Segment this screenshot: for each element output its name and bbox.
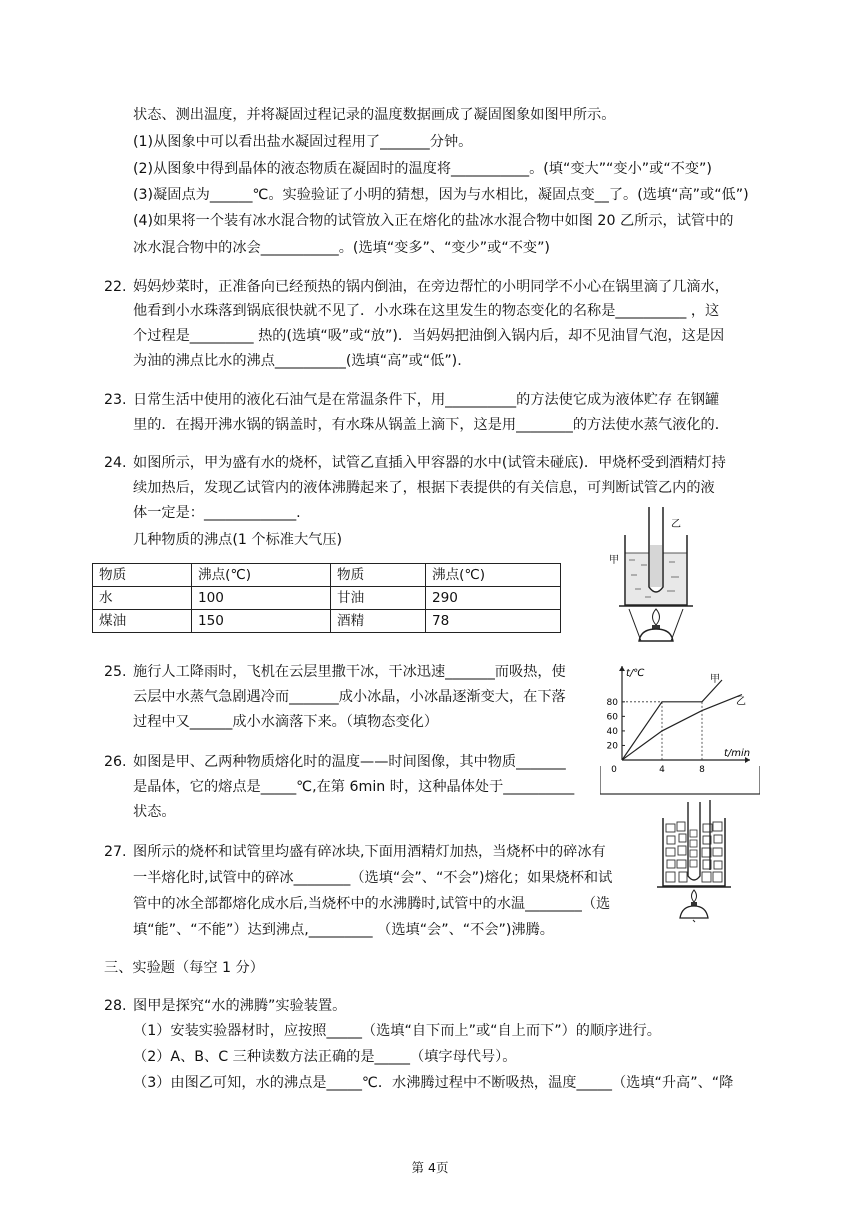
series-label: 甲	[710, 674, 720, 685]
y-tick-label: 60	[606, 712, 618, 723]
series-label: 乙	[736, 696, 746, 708]
q27-line-4: 填“能”、“不能”）达到沸点,_________ （选填“会”、“不会”)沸腾。	[133, 922, 554, 938]
table-cell: 煤油	[93, 610, 192, 633]
q26-line-2: 是晶体，它的熔点是_____℃,在第 6min 时，这种晶体处于__________	[133, 779, 575, 795]
melting-temperature-chart	[600, 660, 760, 795]
test-tube-label: 乙	[671, 519, 681, 530]
q27-line-2: 一半熔化时,试管中的碎冰________（选填“会”、“不会”)熔化；如果烧杯和试	[133, 870, 613, 886]
table-cell: 酒精	[331, 610, 426, 633]
table-row	[93, 587, 561, 610]
q24-line-3: 体一定是：_____________.	[133, 505, 301, 521]
q22-line-1: 妈妈炒菜时，正准备向已经预热的锅内倒油，在旁边帮忙的小明同学不小心在锅里滴了几滴水，	[133, 279, 729, 295]
page-number: 第 4页	[411, 1160, 449, 1175]
q21-line-1: (1)从图象中可以看出盐水凝固过程用了_______分钟。	[133, 134, 473, 150]
ice-beaker-figure	[655, 800, 735, 925]
table-row	[93, 564, 561, 587]
x-tick-label: 4	[659, 765, 665, 775]
chart-frame	[600, 766, 760, 794]
table-row	[93, 610, 561, 633]
table-cell: 78	[426, 610, 561, 633]
q27-line-1: 图所示的烧杯和试管里均盛有碎冰块,下面用酒精灯加热，当烧杯中的碎冰有	[133, 844, 606, 860]
table-cell: 100	[192, 587, 331, 610]
q21-line-0: 状态、测出温度，并将凝固过程记录的温度数据画成了凝固图象如图甲所示。	[133, 107, 616, 123]
q25-line-1: 施行人工降雨时，飞机在云层里撒干冰，干冰迅速_______而吸热，使	[133, 664, 566, 680]
x-tick-label: 8	[699, 765, 705, 775]
q21-line-4: (4)如果将一个装有冰水混合物的试管放入正在熔化的盐冰水混合物中如图 20 乙所示，试管中的	[133, 213, 734, 229]
y-axis-label: t/℃	[626, 668, 645, 679]
q22-number: 22.	[104, 279, 127, 295]
q24-line-1: 如图所示，甲为盛有水的烧杯，试管乙直插入甲容器的水中(试管未碰底)．甲烧杯受到酒精灯持	[133, 455, 726, 471]
series-line-1	[622, 680, 722, 760]
q25-line-2: 云层中水蒸气急剧遇冷而_______成小冰晶，小冰晶逐渐变大，在下落	[133, 689, 566, 705]
table-cell: 290	[426, 587, 561, 610]
q23-number: 23.	[104, 392, 127, 408]
q22-line-2: 他看到小水珠落到锅底很快就不见了．小水珠在这里发生的物态变化的名称是__________ ，这	[133, 303, 720, 319]
q22-line-3: 个过程是_________ 热的(选填“吸”或“放”)．当妈妈把油倒入锅内后，却不见油冒气泡，这是因	[133, 328, 725, 344]
q24-number: 24.	[104, 455, 127, 471]
beaker-test-tube-figure	[605, 505, 705, 645]
q24-line-2: 续加热后，发现乙试管内的液体沸腾起来了，根据下表提供的有关信息，可判断试管乙内的液	[133, 480, 715, 496]
boiling-point-table	[92, 563, 561, 633]
q28-line-4: （3）由图乙可知，水的沸点是_____℃．水沸腾过程中不断吸热，温度_____（选填“升高”、“降	[133, 1075, 734, 1091]
q28-line-1: 图甲是探究“水的沸腾”实验装置。	[133, 998, 347, 1014]
q28-number: 28.	[104, 998, 127, 1014]
table-cell: 150	[192, 610, 331, 633]
q23-line-2: 里的．在揭开沸水锅的锅盖时，有水珠从锅盖上滴下，这是用________的方法使水蒸气液化的．	[133, 417, 729, 433]
x-axis-label: t/min	[724, 748, 751, 759]
q28-line-3: （2）A、B、C 三种读数方法正确的是_____（填字母代号）。	[133, 1049, 517, 1065]
q21-line-5: 冰水混合物中的冰会___________。(选填“变多”、“变少”或“不变”)	[133, 240, 550, 256]
q22-line-4: 为油的沸点比水的沸点__________(选填“高”或“低”).	[133, 353, 462, 369]
beaker-label: 甲	[609, 555, 619, 566]
table-cell: 水	[93, 587, 192, 610]
section-heading: 三、实验题（每空 1 分）	[104, 960, 264, 976]
q28-line-2: （1）安装实验器材时，应按照_____（选填“自下而上”或“自上而下”）的顺序进行。	[133, 1023, 661, 1039]
y-tick-label: 80	[606, 697, 618, 708]
q26-line-3: 状态。	[133, 804, 176, 820]
table-cell: 物质	[93, 564, 192, 587]
table-cell: 沸点(℃)	[192, 564, 331, 587]
q25-line-3: 过程中又______成小水滴落下来。（填物态变化）	[133, 714, 439, 730]
table-cell: 沸点(℃)	[426, 564, 561, 587]
y-axis-arrow	[619, 666, 625, 671]
q27-number: 27.	[104, 844, 127, 860]
y-tick-label: 40	[606, 726, 618, 737]
table-cell: 物质	[331, 564, 426, 587]
y-tick-label: 20	[606, 741, 618, 752]
q23-line-1: 日常生活中使用的液化石油气是在常温条件下，用__________的方法使它成为液体贮存 在钢罐	[133, 392, 720, 408]
q26-line-1: 如图是甲、乙两种物质熔化时的温度——时间图像，其中物质_______	[133, 754, 566, 770]
q25-number: 25.	[104, 664, 127, 680]
q21-line-2: (2)从图象中得到晶体的液态物质在凝固时的温度将___________。(填“变大”“变小”或“不变”)	[133, 161, 712, 177]
table-cell: 甘油	[331, 587, 426, 610]
x-tick-label: 0	[611, 765, 617, 775]
q24-table-caption: 几种物质的沸点(1 个标准大气压)	[133, 532, 343, 548]
q21-line-3: (3)凝固点为______℃。实验验证了小明的猜想，因为与水相比，凝固点变__了。(选填“高”或“低”)	[133, 187, 749, 203]
q26-number: 26.	[104, 754, 127, 770]
q27-line-3: 管中的冰全部都熔化成水后,当烧杯中的水沸腾时,试管中的水温________（选	[133, 896, 611, 912]
